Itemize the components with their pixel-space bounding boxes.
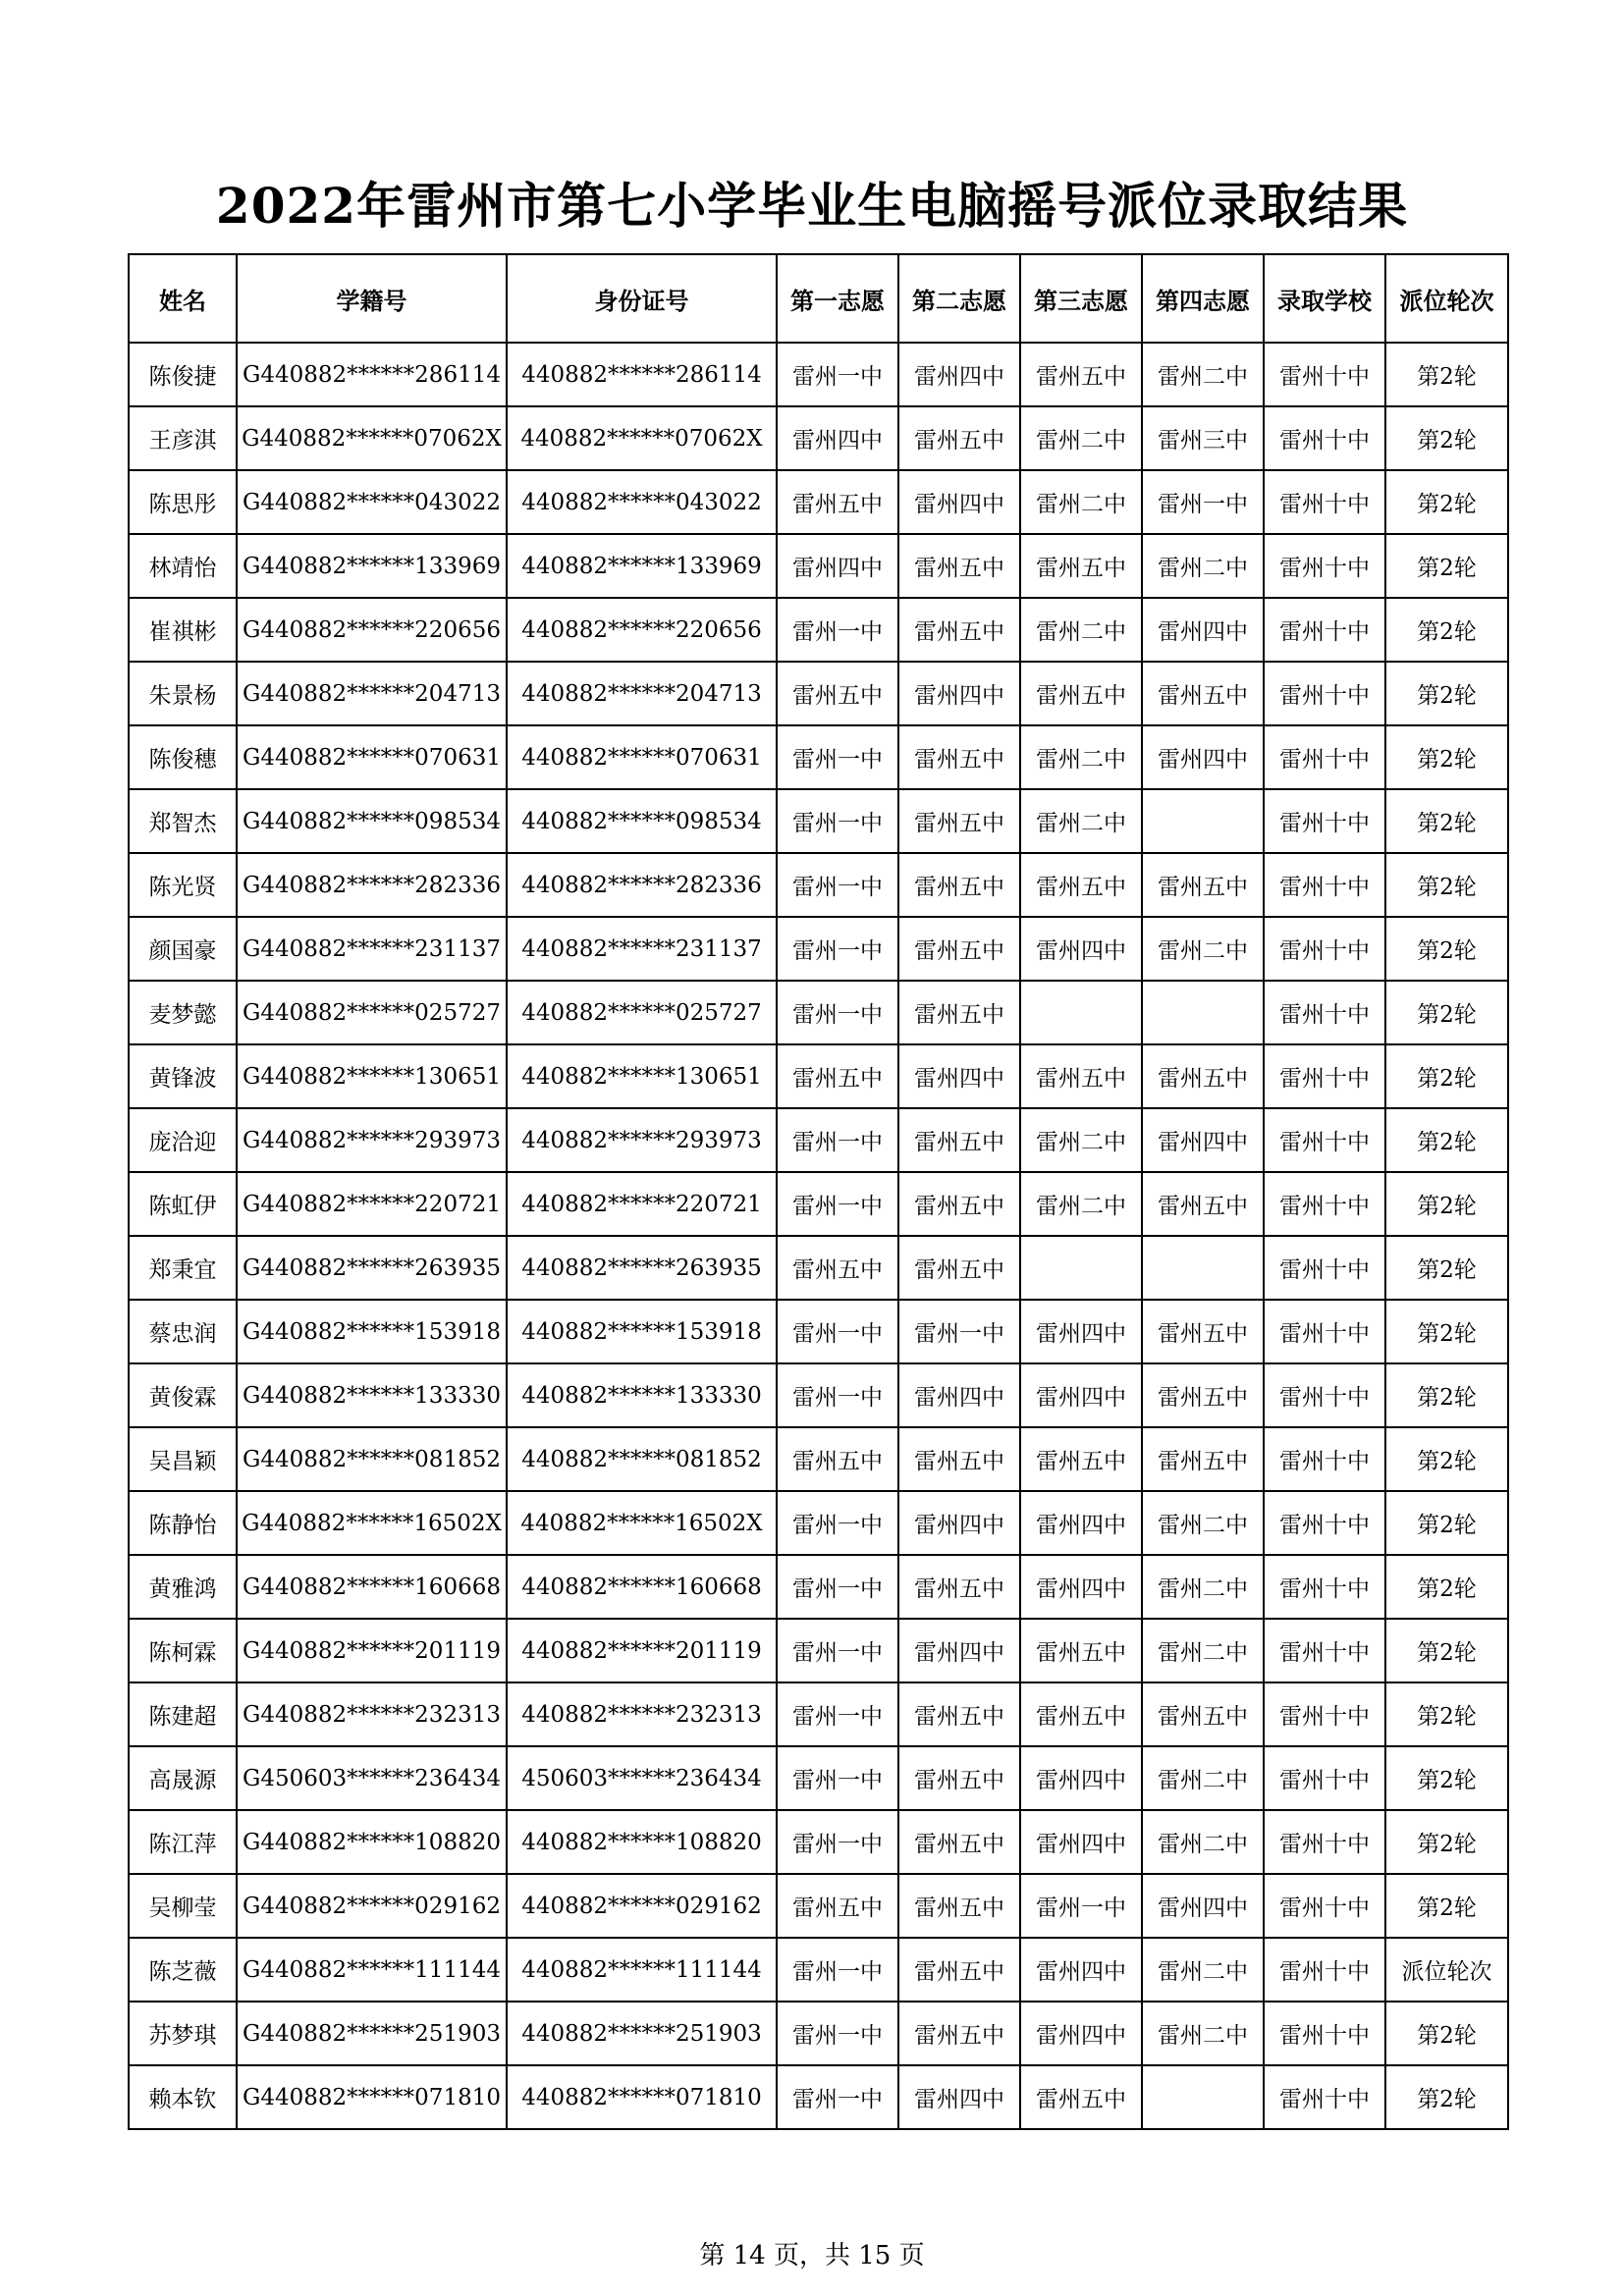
student-id-cell: G440882******043022 — [237, 470, 507, 534]
choice-1-cell: 雷州五中 — [777, 1236, 898, 1300]
table-row — [129, 981, 1508, 1044]
choice-4-cell: 雷州二中 — [1142, 1938, 1264, 2002]
choice-4-cell — [1142, 789, 1264, 853]
assignment-round-cell: 第2轮 — [1385, 981, 1508, 1044]
admitted-school-cell: 雷州十中 — [1264, 1427, 1385, 1491]
choice-1-cell: 雷州五中 — [777, 1044, 898, 1108]
id-card-number-cell: 440882******220721 — [507, 1172, 777, 1236]
id-card-number-cell: 440882******153918 — [507, 1300, 777, 1363]
student-id-cell: G440882******282336 — [237, 853, 507, 917]
student-id-cell: G440882******133330 — [237, 1363, 507, 1427]
choice-3-cell: 雷州二中 — [1020, 789, 1142, 853]
table-row — [129, 1427, 1508, 1491]
admitted-school-cell: 雷州十中 — [1264, 1810, 1385, 1874]
choice-1-cell: 雷州一中 — [777, 981, 898, 1044]
assignment-round-cell: 第2轮 — [1385, 1044, 1508, 1108]
choice-2-cell: 雷州五中 — [898, 981, 1020, 1044]
admitted-school-cell: 雷州十中 — [1264, 534, 1385, 598]
id-card-number-cell: 440882******286114 — [507, 343, 777, 406]
choice-2-cell: 雷州四中 — [898, 470, 1020, 534]
table-row — [129, 1746, 1508, 1810]
choice-4-cell: 雷州一中 — [1142, 470, 1264, 534]
choice-2-cell: 雷州五中 — [898, 1938, 1020, 2002]
student-id-cell: G440882******251903 — [237, 2002, 507, 2065]
table-row — [129, 1810, 1508, 1874]
table-row — [129, 1363, 1508, 1427]
assignment-round-cell: 第2轮 — [1385, 1363, 1508, 1427]
table-row — [129, 789, 1508, 853]
table-row — [129, 1300, 1508, 1363]
choice-1-cell: 雷州四中 — [777, 534, 898, 598]
choice-1-cell: 雷州一中 — [777, 1938, 898, 2002]
admitted-school-cell: 雷州十中 — [1264, 917, 1385, 981]
student-name-cell: 陈芝薇 — [129, 1938, 237, 2002]
assignment-round-cell: 第2轮 — [1385, 662, 1508, 725]
choice-2-cell: 雷州五中 — [898, 1236, 1020, 1300]
admitted-school-cell: 雷州十中 — [1264, 853, 1385, 917]
choice-2-cell: 雷州四中 — [898, 662, 1020, 725]
student-name-cell: 高晟源 — [129, 1746, 237, 1810]
choice-4-cell: 雷州二中 — [1142, 2002, 1264, 2065]
choice-3-cell: 雷州四中 — [1020, 1491, 1142, 1555]
id-card-number-cell: 440882******133969 — [507, 534, 777, 598]
id-card-number-cell: 440882******130651 — [507, 1044, 777, 1108]
choice-3-cell: 雷州二中 — [1020, 725, 1142, 789]
table-row — [129, 1172, 1508, 1236]
choice-3-cell: 雷州四中 — [1020, 1746, 1142, 1810]
student-name-cell: 陈光贤 — [129, 853, 237, 917]
choice-4-cell: 雷州二中 — [1142, 343, 1264, 406]
id-card-number-cell: 440882******098534 — [507, 789, 777, 853]
choice-1-cell: 雷州一中 — [777, 343, 898, 406]
assignment-round-cell: 第2轮 — [1385, 406, 1508, 470]
student-name-cell: 陈虹伊 — [129, 1172, 237, 1236]
student-id-cell: G440882******029162 — [237, 1874, 507, 1938]
admitted-school-cell: 雷州十中 — [1264, 1236, 1385, 1300]
choice-3-cell: 雷州二中 — [1020, 1172, 1142, 1236]
choice-4-cell: 雷州五中 — [1142, 1427, 1264, 1491]
table-header-row — [129, 254, 1508, 343]
choice-3-cell: 雷州二中 — [1020, 598, 1142, 662]
choice-1-cell: 雷州一中 — [777, 1746, 898, 1810]
admitted-school-cell: 雷州十中 — [1264, 343, 1385, 406]
admitted-school-cell: 雷州十中 — [1264, 1108, 1385, 1172]
table-row — [129, 534, 1508, 598]
student-name-cell: 陈柯霖 — [129, 1619, 237, 1682]
admitted-school-cell: 雷州十中 — [1264, 1746, 1385, 1810]
id-card-number-cell: 440882******029162 — [507, 1874, 777, 1938]
table-row — [129, 725, 1508, 789]
page-footer: 第 14 页，共 15 页 — [699, 2241, 925, 2270]
choice-2-cell: 雷州四中 — [898, 1619, 1020, 1682]
assignment-round-cell: 第2轮 — [1385, 1491, 1508, 1555]
student-id-cell: G440882******133969 — [237, 534, 507, 598]
choice-1-cell: 雷州一中 — [777, 1619, 898, 1682]
student-name-cell: 朱景杨 — [129, 662, 237, 725]
choice-4-cell: 雷州五中 — [1142, 853, 1264, 917]
student-name-cell: 王彦淇 — [129, 406, 237, 470]
choice-1-cell: 雷州一中 — [777, 2002, 898, 2065]
table-row — [129, 470, 1508, 534]
choice-2-cell: 雷州五中 — [898, 789, 1020, 853]
table-row — [129, 1874, 1508, 1938]
table-row — [129, 1044, 1508, 1108]
choice-1-cell: 雷州一中 — [777, 1172, 898, 1236]
admitted-school-cell: 雷州十中 — [1264, 2065, 1385, 2129]
student-name-cell: 颜国豪 — [129, 917, 237, 981]
assignment-round-cell: 第2轮 — [1385, 1108, 1508, 1172]
table-row — [129, 1236, 1508, 1300]
assignment-round-cell: 第2轮 — [1385, 1172, 1508, 1236]
student-name-cell: 庞洽迎 — [129, 1108, 237, 1172]
assignment-round-cell: 第2轮 — [1385, 789, 1508, 853]
choice-4-cell: 雷州二中 — [1142, 534, 1264, 598]
student-id-cell: G440882******232313 — [237, 1682, 507, 1746]
admitted-school-cell: 雷州十中 — [1264, 1363, 1385, 1427]
choice-2-cell: 雷州五中 — [898, 1746, 1020, 1810]
assignment-round-cell: 第2轮 — [1385, 917, 1508, 981]
choice-1-cell: 雷州一中 — [777, 1363, 898, 1427]
assignment-round-cell: 第2轮 — [1385, 1619, 1508, 1682]
choice-1-cell: 雷州五中 — [777, 1427, 898, 1491]
student-id-cell: G440882******204713 — [237, 662, 507, 725]
student-name-cell: 崔祺彬 — [129, 598, 237, 662]
choice-4-cell: 雷州五中 — [1142, 1044, 1264, 1108]
choice-3-cell — [1020, 981, 1142, 1044]
choice-3-cell: 雷州五中 — [1020, 853, 1142, 917]
assignment-round-cell: 第2轮 — [1385, 1746, 1508, 1810]
choice-3-cell: 雷州五中 — [1020, 1682, 1142, 1746]
table-row — [129, 1619, 1508, 1682]
id-card-number-cell: 440882******108820 — [507, 1810, 777, 1874]
admitted-school-cell: 雷州十中 — [1264, 1682, 1385, 1746]
choice-1-cell: 雷州一中 — [777, 1108, 898, 1172]
choice-2-cell: 雷州四中 — [898, 1491, 1020, 1555]
choice-4-cell: 雷州三中 — [1142, 406, 1264, 470]
admitted-school-cell: 雷州十中 — [1264, 1044, 1385, 1108]
choice-1-cell: 雷州一中 — [777, 1555, 898, 1619]
choice-4-cell: 雷州四中 — [1142, 598, 1264, 662]
choice-1-cell: 雷州一中 — [777, 1491, 898, 1555]
choice-1-cell: 雷州一中 — [777, 1300, 898, 1363]
id-card-number-cell: 440882******293973 — [507, 1108, 777, 1172]
admitted-school-cell: 雷州十中 — [1264, 1555, 1385, 1619]
id-card-number-cell: 450603******236434 — [507, 1746, 777, 1810]
student-id-cell: G440882******201119 — [237, 1619, 507, 1682]
header-student-id: 学籍号 — [237, 254, 507, 343]
table-row — [129, 1108, 1508, 1172]
choice-2-cell: 雷州五中 — [898, 725, 1020, 789]
admitted-school-cell: 雷州十中 — [1264, 981, 1385, 1044]
assignment-round-cell: 第2轮 — [1385, 470, 1508, 534]
choice-1-cell: 雷州一中 — [777, 1810, 898, 1874]
choice-1-cell: 雷州一中 — [777, 725, 898, 789]
student-name-cell: 黄俊霖 — [129, 1363, 237, 1427]
header-round: 派位轮次 — [1385, 254, 1508, 343]
student-id-cell: G450603******236434 — [237, 1746, 507, 1810]
choice-2-cell: 雷州五中 — [898, 1810, 1020, 1874]
choice-3-cell: 雷州五中 — [1020, 1427, 1142, 1491]
table-row — [129, 406, 1508, 470]
student-id-cell: G440882******071810 — [237, 2065, 507, 2129]
student-id-cell: G440882******070631 — [237, 725, 507, 789]
student-id-cell: G440882******286114 — [237, 343, 507, 406]
student-name-cell: 吴昌颖 — [129, 1427, 237, 1491]
choice-2-cell: 雷州五中 — [898, 853, 1020, 917]
choice-1-cell: 雷州五中 — [777, 1874, 898, 1938]
admitted-school-cell: 雷州十中 — [1264, 406, 1385, 470]
id-card-number-cell: 440882******282336 — [507, 853, 777, 917]
choice-2-cell: 雷州五中 — [898, 1172, 1020, 1236]
admitted-school-cell: 雷州十中 — [1264, 598, 1385, 662]
student-name-cell: 吴柳莹 — [129, 1874, 237, 1938]
student-name-cell: 蔡忠润 — [129, 1300, 237, 1363]
assignment-round-cell: 第2轮 — [1385, 1810, 1508, 1874]
student-name-cell: 林靖怡 — [129, 534, 237, 598]
choice-3-cell: 雷州四中 — [1020, 2002, 1142, 2065]
table-row — [129, 2065, 1508, 2129]
choice-3-cell: 雷州四中 — [1020, 1938, 1142, 2002]
admitted-school-cell: 雷州十中 — [1264, 1300, 1385, 1363]
assignment-round-cell: 第2轮 — [1385, 598, 1508, 662]
id-card-number-cell: 440882******070631 — [507, 725, 777, 789]
choice-4-cell: 雷州四中 — [1142, 1108, 1264, 1172]
choice-1-cell: 雷州一中 — [777, 917, 898, 981]
header-choice-4: 第四志愿 — [1142, 254, 1264, 343]
id-card-number-cell: 440882******111144 — [507, 1938, 777, 2002]
choice-3-cell: 雷州五中 — [1020, 343, 1142, 406]
assignment-round-cell: 第2轮 — [1385, 853, 1508, 917]
choice-4-cell: 雷州四中 — [1142, 725, 1264, 789]
student-name-cell: 陈江萍 — [129, 1810, 237, 1874]
choice-4-cell: 雷州五中 — [1142, 1682, 1264, 1746]
choice-4-cell: 雷州五中 — [1142, 662, 1264, 725]
student-name-cell: 陈静怡 — [129, 1491, 237, 1555]
student-name-cell: 赖本钦 — [129, 2065, 237, 2129]
id-card-number-cell: 440882******133330 — [507, 1363, 777, 1427]
admitted-school-cell: 雷州十中 — [1264, 789, 1385, 853]
choice-2-cell: 雷州四中 — [898, 1044, 1020, 1108]
assignment-round-cell: 第2轮 — [1385, 1236, 1508, 1300]
choice-2-cell: 雷州四中 — [898, 1363, 1020, 1427]
header-id-card: 身份证号 — [507, 254, 777, 343]
student-name-cell: 陈思彤 — [129, 470, 237, 534]
student-id-cell: G440882******16502X — [237, 1491, 507, 1555]
choice-2-cell: 雷州五中 — [898, 2002, 1020, 2065]
admitted-school-cell: 雷州十中 — [1264, 2002, 1385, 2065]
choice-4-cell — [1142, 981, 1264, 1044]
choice-2-cell: 雷州五中 — [898, 1682, 1020, 1746]
student-id-cell: G440882******153918 — [237, 1300, 507, 1363]
student-name-cell: 黄锋波 — [129, 1044, 237, 1108]
student-id-cell: G440882******025727 — [237, 981, 507, 1044]
choice-3-cell: 雷州四中 — [1020, 1300, 1142, 1363]
id-card-number-cell: 440882******160668 — [507, 1555, 777, 1619]
choice-2-cell: 雷州五中 — [898, 1427, 1020, 1491]
table-row — [129, 1555, 1508, 1619]
assignment-round-cell: 第2轮 — [1385, 725, 1508, 789]
choice-4-cell — [1142, 1236, 1264, 1300]
choice-4-cell: 雷州五中 — [1142, 1300, 1264, 1363]
table-row — [129, 853, 1508, 917]
id-card-number-cell: 440882******263935 — [507, 1236, 777, 1300]
assignment-round-cell: 第2轮 — [1385, 1555, 1508, 1619]
admitted-school-cell: 雷州十中 — [1264, 1874, 1385, 1938]
choice-3-cell: 雷州五中 — [1020, 534, 1142, 598]
id-card-number-cell: 440882******025727 — [507, 981, 777, 1044]
choice-3-cell: 雷州二中 — [1020, 406, 1142, 470]
choice-4-cell: 雷州二中 — [1142, 1746, 1264, 1810]
admitted-school-cell: 雷州十中 — [1264, 725, 1385, 789]
id-card-number-cell: 440882******07062X — [507, 406, 777, 470]
id-card-number-cell: 440882******081852 — [507, 1427, 777, 1491]
student-name-cell: 黄雅鸿 — [129, 1555, 237, 1619]
admitted-school-cell: 雷州十中 — [1264, 470, 1385, 534]
choice-4-cell: 雷州五中 — [1142, 1172, 1264, 1236]
assignment-round-cell: 第2轮 — [1385, 534, 1508, 598]
student-name-cell: 郑智杰 — [129, 789, 237, 853]
table-row — [129, 917, 1508, 981]
choice-2-cell: 雷州四中 — [898, 2065, 1020, 2129]
table-row — [129, 343, 1508, 406]
student-id-cell: G440882******111144 — [237, 1938, 507, 2002]
header-admitted-school: 录取学校 — [1264, 254, 1385, 343]
header-choice-3: 第三志愿 — [1020, 254, 1142, 343]
choice-3-cell — [1020, 1236, 1142, 1300]
admitted-school-cell: 雷州十中 — [1264, 662, 1385, 725]
student-id-cell: G440882******220656 — [237, 598, 507, 662]
choice-4-cell: 雷州五中 — [1142, 1363, 1264, 1427]
assignment-round-cell: 第2轮 — [1385, 2065, 1508, 2129]
id-card-number-cell: 440882******071810 — [507, 2065, 777, 2129]
student-id-cell: G440882******220721 — [237, 1172, 507, 1236]
choice-2-cell: 雷州五中 — [898, 1108, 1020, 1172]
choice-1-cell: 雷州一中 — [777, 2065, 898, 2129]
choice-3-cell: 雷州二中 — [1020, 470, 1142, 534]
choice-3-cell: 雷州五中 — [1020, 2065, 1142, 2129]
student-id-cell: G440882******081852 — [237, 1427, 507, 1491]
admitted-school-cell: 雷州十中 — [1264, 1619, 1385, 1682]
student-name-cell: 苏梦琪 — [129, 2002, 237, 2065]
id-card-number-cell: 440882******251903 — [507, 2002, 777, 2065]
choice-3-cell: 雷州四中 — [1020, 1363, 1142, 1427]
choice-4-cell: 雷州二中 — [1142, 1810, 1264, 1874]
admission-results-table — [128, 253, 1509, 2130]
choice-2-cell: 雷州五中 — [898, 534, 1020, 598]
choice-3-cell: 雷州五中 — [1020, 1619, 1142, 1682]
header-choice-1: 第一志愿 — [777, 254, 898, 343]
choice-1-cell: 雷州一中 — [777, 1682, 898, 1746]
student-id-cell: G440882******160668 — [237, 1555, 507, 1619]
admitted-school-cell: 雷州十中 — [1264, 1172, 1385, 1236]
choice-2-cell: 雷州一中 — [898, 1300, 1020, 1363]
student-id-cell: G440882******07062X — [237, 406, 507, 470]
id-card-number-cell: 440882******16502X — [507, 1491, 777, 1555]
choice-3-cell: 雷州四中 — [1020, 917, 1142, 981]
table-row — [129, 1491, 1508, 1555]
choice-1-cell: 雷州一中 — [777, 598, 898, 662]
header-name: 姓名 — [129, 254, 237, 343]
choice-4-cell — [1142, 2065, 1264, 2129]
choice-1-cell: 雷州五中 — [777, 470, 898, 534]
student-id-cell: G440882******231137 — [237, 917, 507, 981]
choice-2-cell: 雷州五中 — [898, 917, 1020, 981]
choice-4-cell: 雷州二中 — [1142, 917, 1264, 981]
student-name-cell: 麦梦懿 — [129, 981, 237, 1044]
student-name-cell: 郑秉宜 — [129, 1236, 237, 1300]
student-name-cell: 陈俊穗 — [129, 725, 237, 789]
choice-2-cell: 雷州五中 — [898, 1874, 1020, 1938]
choice-2-cell: 雷州五中 — [898, 406, 1020, 470]
choice-1-cell: 雷州一中 — [777, 789, 898, 853]
student-name-cell: 陈俊捷 — [129, 343, 237, 406]
student-id-cell: G440882******098534 — [237, 789, 507, 853]
page-title: 2022年雷州市第七小学毕业生电脑摇号派位录取结果 — [215, 177, 1409, 235]
table-row — [129, 598, 1508, 662]
choice-3-cell: 雷州四中 — [1020, 1555, 1142, 1619]
header-choice-2: 第二志愿 — [898, 254, 1020, 343]
choice-1-cell: 雷州四中 — [777, 406, 898, 470]
assignment-round-cell: 第2轮 — [1385, 1874, 1508, 1938]
choice-1-cell: 雷州五中 — [777, 662, 898, 725]
admitted-school-cell: 雷州十中 — [1264, 1938, 1385, 2002]
student-id-cell: G440882******263935 — [237, 1236, 507, 1300]
choice-1-cell: 雷州一中 — [777, 853, 898, 917]
id-card-number-cell: 440882******043022 — [507, 470, 777, 534]
assignment-round-cell: 第2轮 — [1385, 343, 1508, 406]
table-row — [129, 662, 1508, 725]
student-id-cell: G440882******293973 — [237, 1108, 507, 1172]
student-id-cell: G440882******108820 — [237, 1810, 507, 1874]
table-row — [129, 2002, 1508, 2065]
choice-4-cell: 雷州四中 — [1142, 1874, 1264, 1938]
choice-4-cell: 雷州二中 — [1142, 1619, 1264, 1682]
choice-3-cell: 雷州五中 — [1020, 1044, 1142, 1108]
choice-2-cell: 雷州五中 — [898, 598, 1020, 662]
choice-3-cell: 雷州四中 — [1020, 1810, 1142, 1874]
assignment-round-cell: 第2轮 — [1385, 1300, 1508, 1363]
assignment-round-cell: 派位轮次 — [1385, 1938, 1508, 2002]
assignment-round-cell: 第2轮 — [1385, 1427, 1508, 1491]
assignment-round-cell: 第2轮 — [1385, 2002, 1508, 2065]
id-card-number-cell: 440882******232313 — [507, 1682, 777, 1746]
choice-2-cell: 雷州五中 — [898, 1555, 1020, 1619]
admitted-school-cell: 雷州十中 — [1264, 1491, 1385, 1555]
id-card-number-cell: 440882******204713 — [507, 662, 777, 725]
choice-2-cell: 雷州四中 — [898, 343, 1020, 406]
assignment-round-cell: 第2轮 — [1385, 1682, 1508, 1746]
table-body — [129, 343, 1508, 2129]
choice-3-cell: 雷州五中 — [1020, 662, 1142, 725]
choice-3-cell: 雷州二中 — [1020, 1108, 1142, 1172]
id-card-number-cell: 440882******201119 — [507, 1619, 777, 1682]
choice-3-cell: 雷州一中 — [1020, 1874, 1142, 1938]
table-row — [129, 1682, 1508, 1746]
choice-4-cell: 雷州二中 — [1142, 1491, 1264, 1555]
choice-4-cell: 雷州二中 — [1142, 1555, 1264, 1619]
id-card-number-cell: 440882******220656 — [507, 598, 777, 662]
student-id-cell: G440882******130651 — [237, 1044, 507, 1108]
student-name-cell: 陈建超 — [129, 1682, 237, 1746]
table-row — [129, 1938, 1508, 2002]
id-card-number-cell: 440882******231137 — [507, 917, 777, 981]
